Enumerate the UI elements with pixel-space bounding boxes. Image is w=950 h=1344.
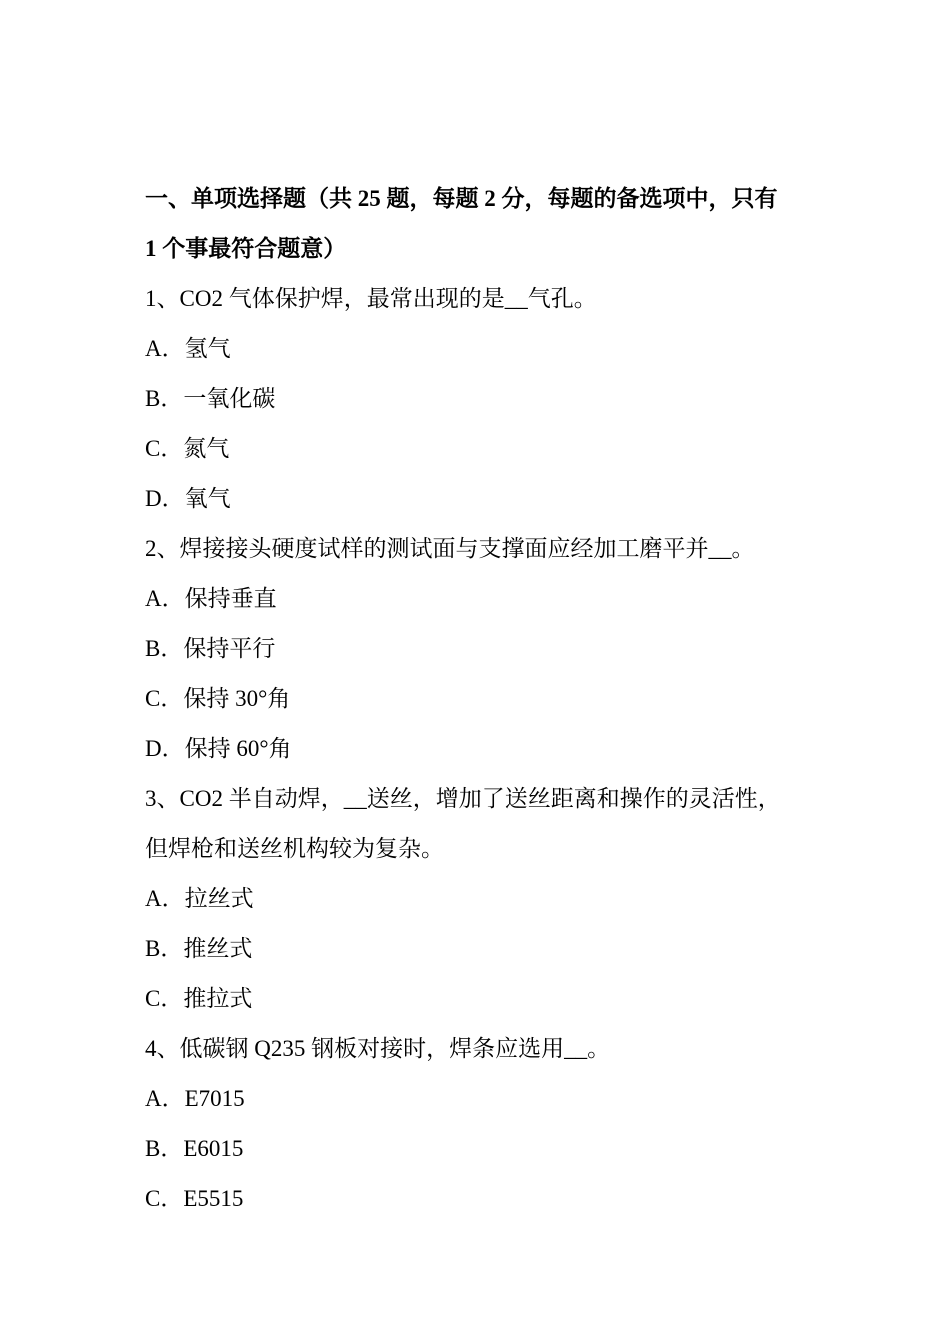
option-b: B．推丝式	[145, 936, 253, 961]
question-stem: 3、CO2 半自动焊，__送丝，增加了送丝距离和操作的灵活性，	[145, 786, 781, 811]
question-stem: 2、焊接接头硬度试样的测试面与支撑面应经加工磨平并__。	[145, 536, 755, 561]
option-a: A．氢气	[145, 336, 231, 361]
option-c: C．氮气	[145, 436, 230, 461]
option-c: C．保持 30°角	[145, 686, 291, 711]
question-3	[145, 774, 825, 1024]
option-b: B．保持平行	[145, 636, 276, 661]
section-heading-continued: 1 个事最符合题意）	[145, 236, 347, 261]
question-stem: 1、CO2 气体保护焊，最常出现的是__气孔。	[145, 286, 597, 311]
question-stem: 4、低碳钢 Q235 钢板对接时，焊条应选用__。	[145, 1036, 611, 1061]
question-2	[145, 524, 825, 774]
option-d: D．保持 60°角	[145, 736, 292, 761]
question-4	[145, 1024, 825, 1224]
option-a: A．拉丝式	[145, 886, 254, 911]
option-b: B．E6015	[145, 1136, 244, 1161]
option-a: A．保持垂直	[145, 586, 277, 611]
content-area	[145, 174, 825, 1224]
option-c: C．E5515	[145, 1186, 244, 1211]
question-stem-continued: 但焊枪和送丝机构较为复杂。	[145, 836, 444, 861]
option-b: B．一氧化碳	[145, 386, 276, 411]
question-1	[145, 274, 825, 524]
option-d: D．氧气	[145, 486, 231, 511]
option-a: A．E7015	[145, 1086, 245, 1111]
option-c: C．推拉式	[145, 986, 253, 1011]
section-heading: 一、单项选择题（共 25 题，每题 2 分，每题的备选项中，只有	[145, 186, 778, 211]
